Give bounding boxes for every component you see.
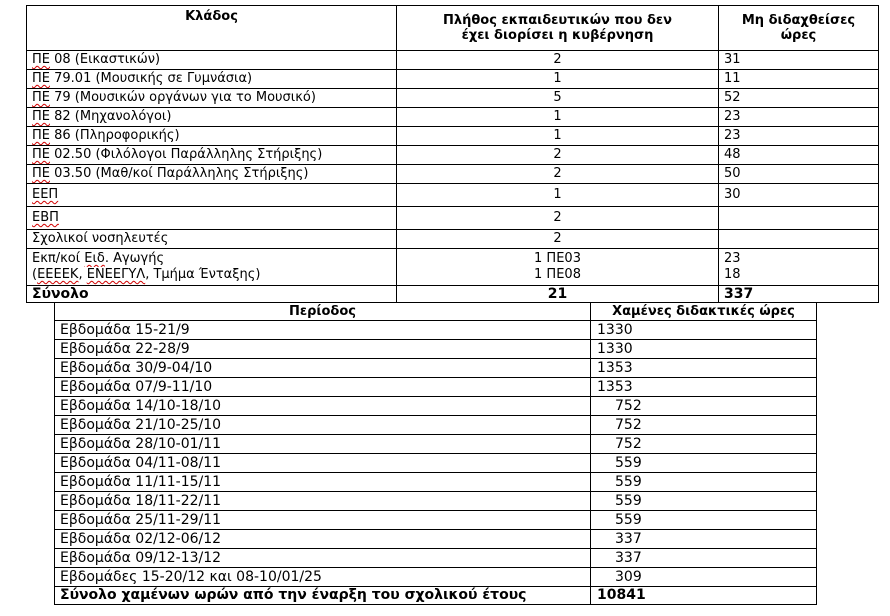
hours-cell: 50	[719, 165, 879, 184]
table-row	[55, 473, 817, 492]
lost-hours-cell: 1353	[591, 378, 817, 397]
hours-cell: 52	[719, 89, 879, 108]
teachers-cell: 2	[397, 207, 719, 230]
period-cell: Εβδομάδα 04/11-08/11	[55, 454, 591, 473]
period-cell: Εβδομάδα 02/12-06/12	[55, 530, 591, 549]
table-row	[27, 127, 879, 146]
table-row	[27, 230, 879, 249]
hours-cell	[719, 207, 879, 230]
period-cell: Εβδομάδα 22-28/9	[55, 340, 591, 359]
period-cell: Εβδομάδα 09/12-13/12	[55, 549, 591, 568]
total-teachers: 21	[397, 286, 719, 303]
teachers-cell: 5	[397, 89, 719, 108]
table-row	[55, 492, 817, 511]
teachers-cell: 1	[397, 70, 719, 89]
specialty-cell: ΠΕ 08 (Εικαστικών)	[27, 51, 397, 70]
lost-hours-cell: 337	[591, 530, 817, 549]
teachers-cell: 1 ΠΕ08	[397, 267, 719, 286]
table-row	[55, 397, 817, 416]
teachers-cell: 1	[397, 184, 719, 207]
total-row	[55, 587, 817, 605]
teachers-cell: 2	[397, 165, 719, 184]
table-row	[27, 249, 879, 268]
period-cell: Εβδομάδα 28/10-01/11	[55, 435, 591, 454]
table-row	[27, 89, 879, 108]
header-lost-hours: Χαμένες διδακτικές ώρες	[591, 303, 817, 321]
table-row	[27, 51, 879, 70]
lost-hours-cell: 752	[591, 435, 817, 454]
table-row	[27, 267, 879, 286]
specialty-cell: ΕΕΠ	[27, 184, 397, 207]
teachers-cell: 2	[397, 146, 719, 165]
lost-hours-cell: 1353	[591, 359, 817, 378]
total-lost-hours: 10841	[591, 587, 817, 605]
hours-cell: 11	[719, 70, 879, 89]
table-row	[27, 70, 879, 89]
table-row	[55, 340, 817, 359]
hours-cell: 31	[719, 51, 879, 70]
lost-hours-cell: 752	[591, 397, 817, 416]
lost-hours-cell: 752	[591, 416, 817, 435]
lost-hours-cell: 559	[591, 492, 817, 511]
header-teachers-count: Πλήθος εκπαιδευτικών που δεν έχει διορίσει η κυβέρνηση	[397, 6, 719, 51]
teachers-cell: 2	[397, 51, 719, 70]
period-cell: Εβδομάδα 30/9-04/10	[55, 359, 591, 378]
lost-hours-cell: 1330	[591, 340, 817, 359]
specialty-cell: ΠΕ 82 (Μηχανολόγοι)	[27, 108, 397, 127]
hours-cell: 30	[719, 184, 879, 207]
total-label: Σύνολο	[27, 286, 397, 303]
table-row	[55, 321, 817, 340]
table-row	[55, 530, 817, 549]
period-cell: Εβδομάδα 21/10-25/10	[55, 416, 591, 435]
table-row	[55, 454, 817, 473]
hours-cell: 23	[719, 249, 879, 268]
period-cell: Εβδομάδα 07/9-11/10	[55, 378, 591, 397]
lost-hours-cell: 559	[591, 511, 817, 530]
period-cell: Εβδομάδα 15-21/9	[55, 321, 591, 340]
hours-cell	[719, 230, 879, 249]
lost-hours-cell: 1330	[591, 321, 817, 340]
period-cell: Εβδομάδα 11/11-15/11	[55, 473, 591, 492]
specialty-cell: Σχολικοί νοσηλευτές	[27, 230, 397, 249]
table-row	[55, 511, 817, 530]
specialty-cell: ΠΕ 03.50 (Μαθ/κοί Παράλληλης Στήριξης)	[27, 165, 397, 184]
period-cell: Εβδομάδα 18/11-22/11	[55, 492, 591, 511]
teachers-cell: 1 ΠΕ03	[397, 249, 719, 268]
teachers-cell: 1	[397, 108, 719, 127]
total-label: Σύνολο χαμένων ωρών από την έναρξη του σχολικού έτους	[55, 587, 591, 605]
header-untaught-hours: Μη διδαχθείσες ώρες	[719, 6, 879, 51]
header-period: Περίοδος	[55, 303, 591, 321]
teachers-cell: 2	[397, 230, 719, 249]
period-cell: Εβδομάδα 14/10-18/10	[55, 397, 591, 416]
unappointed-teachers-table	[26, 5, 879, 303]
table-row	[55, 378, 817, 397]
hours-cell: 48	[719, 146, 879, 165]
table-row	[27, 207, 879, 230]
hours-cell: 23	[719, 108, 879, 127]
specialty-cell: ΠΕ 79.01 (Μουσικής σε Γυμνάσια)	[27, 70, 397, 89]
table-row	[27, 146, 879, 165]
total-row	[27, 286, 879, 303]
lost-hours-cell: 309	[591, 568, 817, 587]
lost-hours-table	[54, 302, 817, 605]
period-cell: Εβδομάδα 25/11-29/11	[55, 511, 591, 530]
table-row	[55, 568, 817, 587]
table-row	[55, 435, 817, 454]
table-row	[27, 165, 879, 184]
period-cell: Εβδομάδες 15-20/12 και 08-10/01/25	[55, 568, 591, 587]
header-specialty: Κλάδος	[27, 6, 397, 51]
specialty-cell: ΠΕ 02.50 (Φιλόλογοι Παράλληλης Στήριξης)	[27, 146, 397, 165]
lost-hours-cell: 559	[591, 473, 817, 492]
hours-cell: 23	[719, 127, 879, 146]
special-education-units: (ΕΕΕΕΚ, ΕΝΕΕΓΥΛ, Τμήμα Ένταξης)	[27, 267, 397, 286]
total-hours: 337	[719, 286, 879, 303]
table-row	[55, 416, 817, 435]
table-row	[55, 359, 817, 378]
specialty-cell: ΕΒΠ	[27, 207, 397, 230]
table-row	[27, 184, 879, 207]
special-education-label: Εκπ/κοί Ειδ. Αγωγής	[27, 249, 397, 268]
table-row	[27, 108, 879, 127]
lost-hours-cell: 559	[591, 454, 817, 473]
lost-hours-cell: 337	[591, 549, 817, 568]
specialty-cell: ΠΕ 79 (Μουσικών οργάνων για το Μουσικό)	[27, 89, 397, 108]
table-row	[55, 549, 817, 568]
teachers-cell: 1	[397, 127, 719, 146]
hours-cell: 18	[719, 267, 879, 286]
specialty-cell: ΠΕ 86 (Πληροφορικής)	[27, 127, 397, 146]
